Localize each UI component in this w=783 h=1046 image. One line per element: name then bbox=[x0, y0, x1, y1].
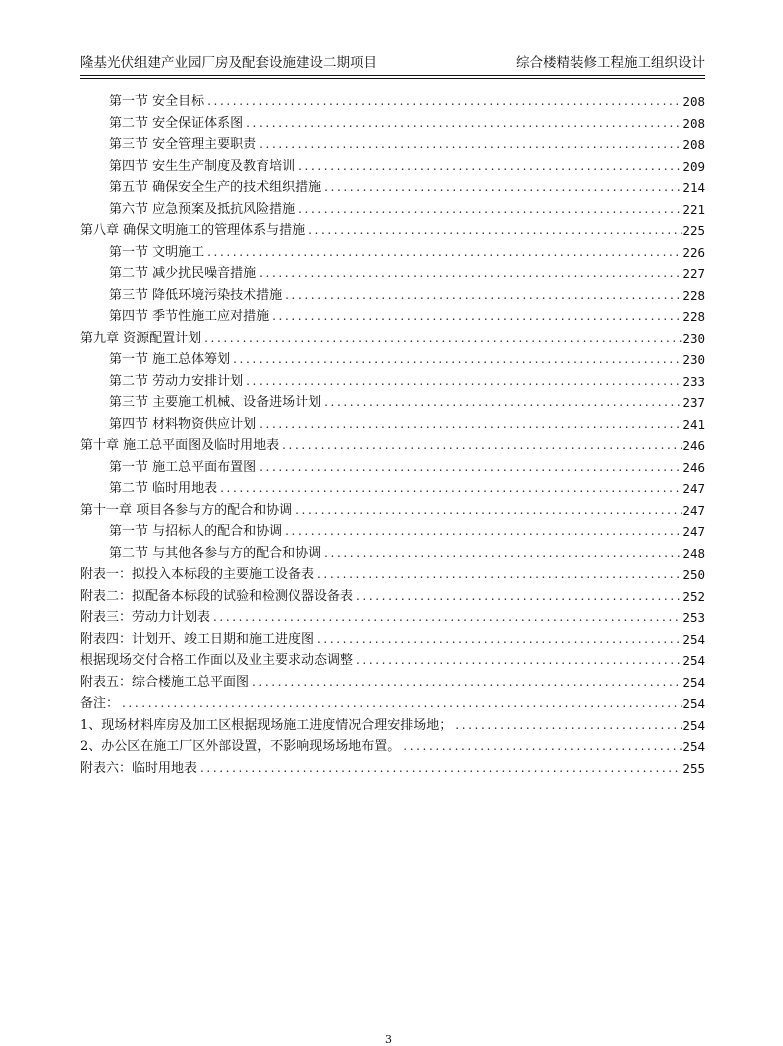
toc-page-number: 250 bbox=[682, 567, 705, 582]
toc-dot-leader bbox=[256, 263, 682, 285]
toc-chapter-entry[interactable] bbox=[80, 500, 705, 522]
toc-entry-title: 第三节 降低环境污染技术措施 bbox=[109, 287, 283, 303]
toc-section-entry[interactable] bbox=[80, 285, 705, 307]
toc-dot-leader bbox=[279, 435, 682, 457]
toc-section-entry[interactable] bbox=[80, 91, 705, 113]
toc-chapter-entry[interactable] bbox=[80, 586, 705, 608]
toc-dot-leader bbox=[230, 349, 682, 371]
toc-entry-title: 第一节 安全目标 bbox=[109, 94, 205, 109]
toc-page-number: 233 bbox=[682, 373, 705, 389]
toc-entry-title: 第三节 安全管理主要职责 bbox=[109, 137, 257, 152]
toc-dot-leader bbox=[197, 758, 682, 780]
toc-page-number: 214 bbox=[682, 180, 705, 195]
toc-dot-leader bbox=[204, 242, 682, 264]
toc-page-number: 255 bbox=[682, 760, 705, 776]
header-rule bbox=[80, 75, 705, 76]
toc-dot-leader bbox=[292, 500, 682, 522]
toc-page-number: 228 bbox=[682, 287, 705, 303]
toc-dot-leader bbox=[321, 543, 682, 565]
toc-page-number: 221 bbox=[682, 201, 705, 217]
toc-page-number: 247 bbox=[682, 524, 705, 539]
toc-chapter-entry[interactable] bbox=[80, 220, 705, 242]
toc-page-number: 228 bbox=[682, 309, 705, 324]
toc-chapter-entry[interactable] bbox=[80, 758, 705, 780]
toc-chapter-entry[interactable] bbox=[80, 736, 705, 758]
toc-dot-leader bbox=[119, 693, 682, 715]
toc-dot-leader bbox=[243, 371, 682, 393]
toc-entry-title: 第八章 确保文明施工的管理体系与措施 bbox=[80, 223, 306, 238]
toc-entry-title: 第四节 材料物资供应计划 bbox=[109, 416, 257, 432]
toc-dot-leader bbox=[249, 672, 682, 694]
toc-section-entry[interactable] bbox=[80, 263, 705, 285]
toc-entry-title: 第四节 季节性施工应对措施 bbox=[109, 309, 270, 324]
toc-entry-title: 第二节 安全保证体系图 bbox=[109, 115, 244, 131]
toc-section-entry[interactable] bbox=[80, 199, 705, 221]
toc-page-number: 208 bbox=[682, 94, 705, 109]
toc-chapter-entry[interactable] bbox=[80, 629, 705, 651]
toc-page-number: 254 bbox=[682, 717, 705, 733]
toc-dot-leader bbox=[353, 650, 682, 672]
toc-entry-title: 第一节 与招标人的配合和协调 bbox=[109, 524, 283, 539]
page-number: 3 bbox=[385, 1033, 392, 1046]
toc-section-entry[interactable] bbox=[80, 242, 705, 264]
toc-section-entry[interactable] bbox=[80, 478, 705, 500]
toc-entry-title: 第十一章 项目各参与方的配合和协调 bbox=[80, 502, 293, 518]
toc-page-number: 227 bbox=[682, 266, 705, 281]
toc-page-number: 254 bbox=[682, 631, 705, 647]
toc-page-number: 252 bbox=[682, 588, 705, 604]
toc-entry-title: 附表一：拟投入本标段的主要施工设备表 bbox=[80, 567, 315, 582]
toc-dot-leader bbox=[217, 478, 682, 500]
toc-entry-title: 附表二：拟配备本标段的试验和检测仪器设备表 bbox=[80, 588, 354, 604]
toc-entry-title: 第二节 与其他各参与方的配合和协调 bbox=[109, 545, 322, 561]
toc-entry-title: 第二节 减少扰民噪音措施 bbox=[109, 266, 257, 281]
toc-dot-leader bbox=[295, 199, 682, 221]
toc-section-entry[interactable] bbox=[80, 521, 705, 543]
toc-section-entry[interactable] bbox=[80, 177, 705, 199]
toc-dot-leader bbox=[256, 457, 682, 479]
header-document-title: 综合楼精装修工程施工组织设计 bbox=[516, 55, 705, 71]
toc-dot-leader bbox=[256, 414, 682, 436]
toc-entry-title: 第一节 施工总平面布置图 bbox=[109, 459, 257, 475]
toc-entry-title: 1、现场材料库房及加工区根据现场施工进度情况合理安排场地； bbox=[80, 717, 453, 733]
toc-section-entry[interactable] bbox=[80, 349, 705, 371]
toc-chapter-entry[interactable] bbox=[80, 672, 705, 694]
toc-entry-title: 附表四：计划开、竣工日期和施工进度图 bbox=[80, 631, 315, 647]
toc-entry-title: 根据现场交付合格工作面以及业主要求动态调整 bbox=[80, 653, 354, 668]
toc-page-number: 208 bbox=[682, 115, 705, 131]
toc-dot-leader bbox=[321, 177, 682, 199]
toc-page-number: 230 bbox=[682, 352, 705, 367]
toc-dot-leader bbox=[204, 91, 682, 113]
toc-entry-title: 第二节 劳动力安排计划 bbox=[109, 373, 244, 389]
page-header bbox=[80, 52, 705, 74]
toc-entry-title: 附表六：临时用地表 bbox=[80, 760, 198, 776]
toc-chapter-entry[interactable] bbox=[80, 328, 705, 350]
toc-page-number: 246 bbox=[682, 459, 705, 475]
toc-entry-title: 第九章 资源配置计划 bbox=[80, 330, 202, 346]
toc-page-number: 254 bbox=[682, 739, 705, 754]
toc-chapter-entry[interactable] bbox=[80, 607, 705, 629]
toc-page-number: 247 bbox=[682, 481, 705, 496]
toc-entry-title: 第四节 安生生产制度及教育培训 bbox=[109, 158, 296, 174]
toc-dot-leader bbox=[314, 564, 682, 586]
toc-entry-title: 第十章 施工总平面图及临时用地表 bbox=[80, 438, 280, 453]
toc-section-entry[interactable] bbox=[80, 457, 705, 479]
table-of-contents bbox=[80, 91, 705, 779]
toc-dot-leader bbox=[321, 392, 682, 414]
toc-section-entry[interactable] bbox=[80, 156, 705, 178]
toc-dot-leader bbox=[282, 285, 682, 307]
toc-entry-title: 备注： bbox=[80, 696, 120, 711]
toc-section-entry[interactable] bbox=[80, 134, 705, 156]
toc-section-entry[interactable] bbox=[80, 543, 705, 565]
toc-section-entry[interactable] bbox=[80, 392, 705, 414]
toc-dot-leader bbox=[256, 134, 682, 156]
toc-chapter-entry[interactable] bbox=[80, 693, 705, 715]
toc-page-number: 226 bbox=[682, 244, 705, 260]
toc-chapter-entry[interactable] bbox=[80, 715, 705, 737]
toc-entry-title: 第六节 应急预案及抵抗风险措施 bbox=[109, 201, 296, 217]
toc-section-entry[interactable] bbox=[80, 113, 705, 135]
toc-page-number: 248 bbox=[682, 545, 705, 561]
toc-entry-title: 附表三：劳动力计划表 bbox=[80, 610, 211, 625]
toc-entry-title: 第五节 确保安全生产的技术组织措施 bbox=[109, 180, 322, 195]
toc-dot-leader bbox=[201, 328, 682, 350]
toc-page-number: 237 bbox=[682, 395, 705, 410]
toc-dot-leader bbox=[314, 629, 682, 651]
toc-chapter-entry[interactable] bbox=[80, 564, 705, 586]
toc-section-entry[interactable] bbox=[80, 414, 705, 436]
header-rule-secondary bbox=[80, 78, 705, 79]
toc-page-number: 230 bbox=[682, 330, 705, 346]
toc-page-number: 254 bbox=[682, 674, 705, 690]
toc-dot-leader bbox=[243, 113, 682, 135]
toc-dot-leader bbox=[452, 715, 682, 737]
toc-dot-leader bbox=[295, 156, 682, 178]
toc-entry-title: 第三节 主要施工机械、设备进场计划 bbox=[109, 395, 322, 410]
toc-page-number: 208 bbox=[682, 137, 705, 152]
toc-page-number: 241 bbox=[682, 416, 705, 432]
toc-dot-leader bbox=[353, 586, 682, 608]
header-project-title: 隆基光伏组建产业园厂房及配套设施建设二期项目 bbox=[80, 55, 377, 71]
toc-entry-title: 第一节 施工总体筹划 bbox=[109, 352, 231, 367]
toc-entry-title: 第二节 临时用地表 bbox=[109, 481, 218, 496]
toc-page-number: 253 bbox=[682, 610, 705, 625]
toc-page-number: 246 bbox=[682, 438, 705, 453]
toc-dot-leader bbox=[269, 306, 682, 328]
toc-entry-title: 第一节 文明施工 bbox=[109, 244, 205, 260]
toc-dot-leader bbox=[305, 220, 682, 242]
toc-entry-title: 附表五：综合楼施工总平面图 bbox=[80, 674, 250, 690]
toc-section-entry[interactable] bbox=[80, 306, 705, 328]
toc-dot-leader bbox=[282, 521, 682, 543]
toc-dot-leader bbox=[400, 736, 682, 758]
toc-chapter-entry[interactable] bbox=[80, 435, 705, 457]
toc-section-entry[interactable] bbox=[80, 371, 705, 393]
toc-page-number: 225 bbox=[682, 223, 705, 238]
toc-dot-leader bbox=[210, 607, 682, 629]
toc-chapter-entry[interactable] bbox=[80, 650, 705, 672]
toc-page-number: 254 bbox=[682, 653, 705, 668]
toc-page-number: 254 bbox=[682, 696, 705, 711]
toc-page-number: 247 bbox=[682, 502, 705, 518]
toc-page-number: 209 bbox=[682, 158, 705, 174]
toc-entry-title: 2、办公区在施工厂区外部设置，不影响现场场地布置。 bbox=[80, 739, 401, 754]
